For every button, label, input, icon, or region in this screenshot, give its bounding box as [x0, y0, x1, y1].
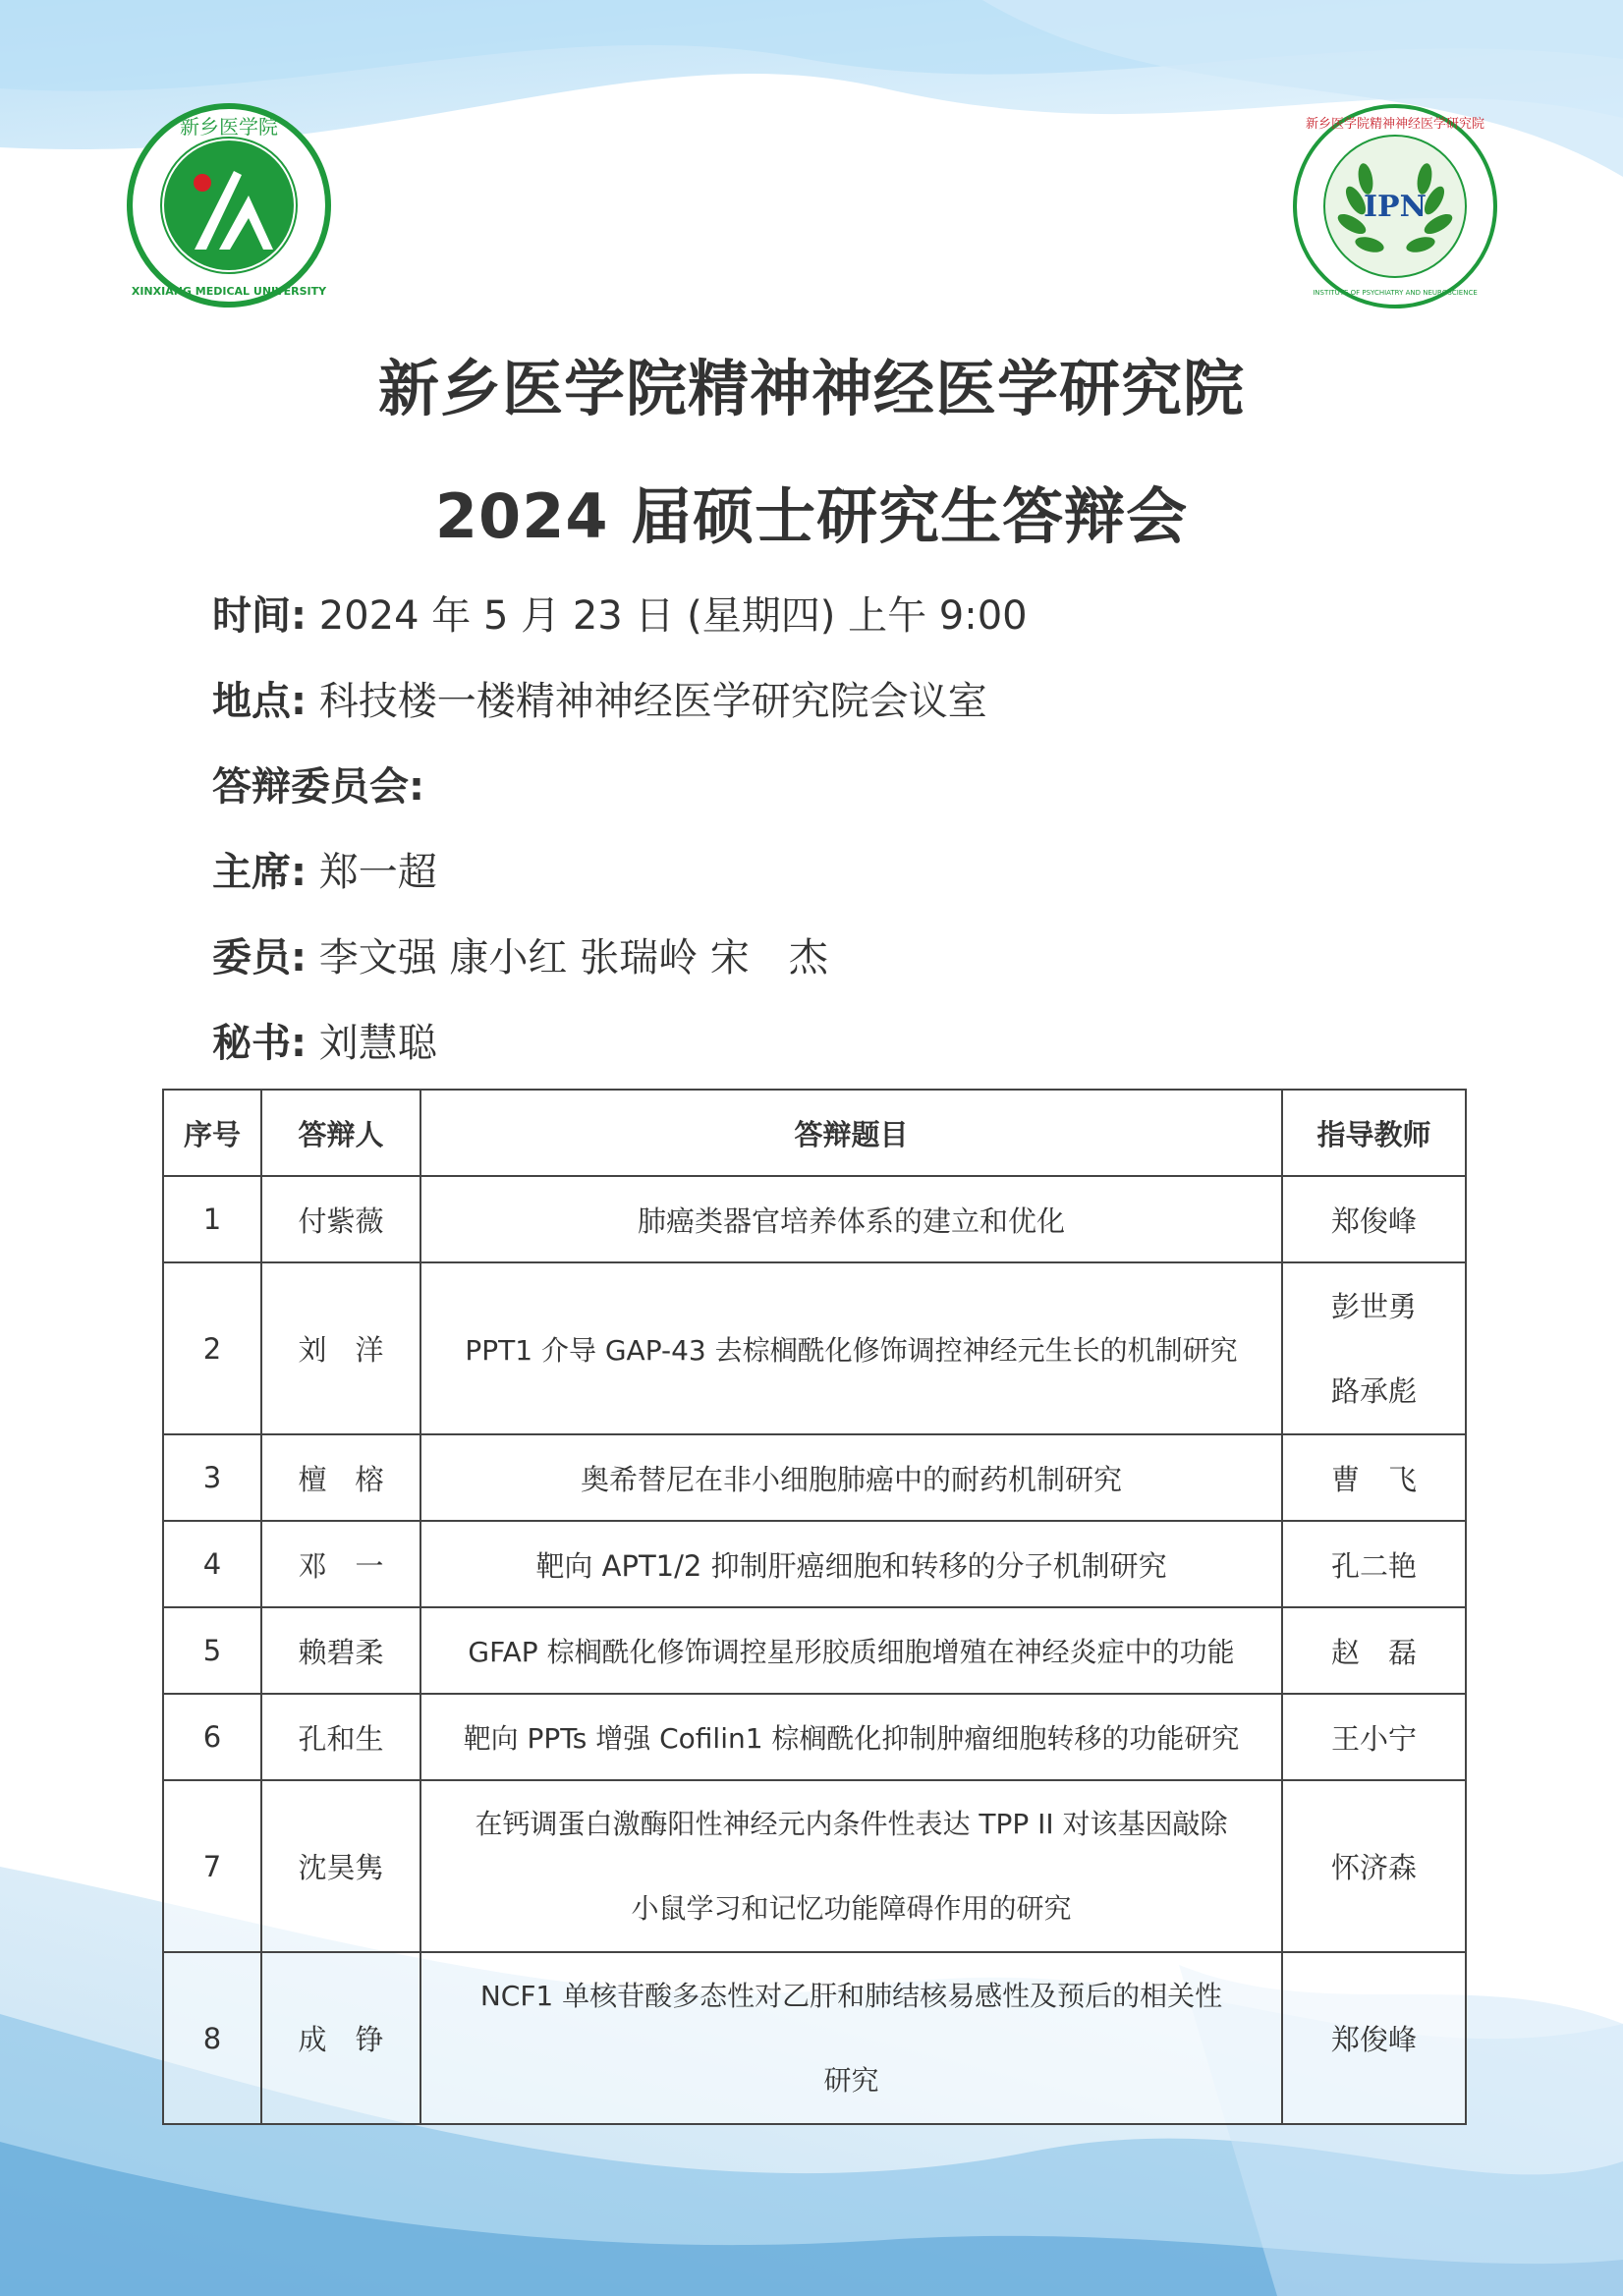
- row-defender: 沈昊隽: [261, 1780, 420, 1952]
- row-number: 6: [163, 1694, 261, 1780]
- row-topic: [420, 1952, 1282, 2124]
- table-row: [163, 1780, 1466, 1952]
- logo-right-text: 新乡医学院精神神经医学研究院: [1305, 117, 1485, 132]
- info-chair: [212, 841, 437, 897]
- chair-label: 主席:: [212, 850, 307, 895]
- row-defender: 刘 洋: [261, 1262, 420, 1434]
- place-label: 地点:: [212, 679, 307, 724]
- time-value: 2024 年 5 月 23 日 (星期四) 上午 9:00: [318, 593, 1028, 639]
- table-row: [163, 1176, 1466, 1262]
- header-topic: 答辩题目: [420, 1090, 1282, 1176]
- row-topic: 奥希替尼在非小细胞肺癌中的耐药机制研究: [420, 1434, 1282, 1521]
- row-topic: [420, 1780, 1282, 1952]
- row-defender: 赖碧柔: [261, 1607, 420, 1694]
- row-number: 8: [163, 1952, 261, 2124]
- row-topic: 靶向 PPTs 增强 Cofilin1 棕榈酰化抑制肿瘤细胞转移的功能研究: [420, 1694, 1282, 1780]
- row-advisor: 郑俊峰: [1282, 1952, 1466, 2124]
- row-topic: 肺癌类器官培养体系的建立和优化: [420, 1176, 1282, 1262]
- row-advisor: 赵 磊: [1282, 1607, 1466, 1694]
- row-advisor: 王小宁: [1282, 1694, 1466, 1780]
- info-secretary: [212, 1012, 437, 1068]
- row-topic: 靶向 APT1/2 抑制肝癌细胞和转移的分子机制研究: [420, 1521, 1282, 1607]
- table-row: [163, 1694, 1466, 1780]
- secretary-label: 秘书:: [212, 1021, 307, 1066]
- defense-schedule-table: [162, 1089, 1467, 2125]
- table-header-row: [163, 1090, 1466, 1176]
- row-number: 2: [163, 1262, 261, 1434]
- table-row: [163, 1434, 1466, 1521]
- row-advisors: [1282, 1262, 1466, 1434]
- row-topic-line1: NCF1 单核苷酸多态性对乙肝和肺结核易感性及预后的相关性: [479, 1979, 1223, 2012]
- row-number: 5: [163, 1607, 261, 1694]
- row-advisor: 曹 飞: [1282, 1434, 1466, 1521]
- row-number: 4: [163, 1521, 261, 1607]
- logo-left-subtext: XINXIANG MEDICAL UNIVERSITY: [131, 285, 327, 298]
- committee-label: 答辩委员会:: [212, 764, 424, 810]
- table-row: [163, 1952, 1466, 2124]
- members-value: 李文强 康小红 张瑞岭 宋 杰: [318, 935, 828, 980]
- table-row: [163, 1262, 1466, 1434]
- row-advisor: 彭世勇: [1330, 1289, 1417, 1323]
- row-topic-line2: 研究: [823, 2063, 879, 2097]
- row-topic: GFAP 棕榈酰化修饰调控星形胶质细胞增殖在神经炎症中的功能: [420, 1607, 1282, 1694]
- row-topic-line1: 在钙调蛋白激酶阳性神经元内条件性表达 TPP II 对该基因敲除: [475, 1807, 1228, 1840]
- ipn-institute-logo: [1291, 102, 1499, 310]
- row-defender: 成 铮: [261, 1952, 420, 2124]
- row-advisor: 怀济森: [1282, 1780, 1466, 1952]
- row-advisor: 孔二艳: [1282, 1521, 1466, 1607]
- page-title-line1: 新乡医学院精神神经医学研究院: [377, 353, 1245, 424]
- row-number: 1: [163, 1176, 261, 1262]
- logo-right-center-text: IPN: [1363, 190, 1427, 224]
- page-title-line2: 2024 届硕士研究生答辩会: [434, 480, 1189, 552]
- row-number: 7: [163, 1780, 261, 1952]
- row-number: 3: [163, 1434, 261, 1521]
- row-topic: PPT1 介导 GAP-43 去棕榈酰化修饰调控神经元生长的机制研究: [420, 1262, 1282, 1434]
- header-advisor: 指导教师: [1282, 1090, 1466, 1176]
- info-members: [212, 926, 828, 982]
- secretary-value: 刘慧聪: [318, 1021, 437, 1066]
- table-row: [163, 1521, 1466, 1607]
- row-advisor-2: 路承彪: [1330, 1373, 1417, 1408]
- info-place: [212, 670, 987, 726]
- logo-left-text: 新乡医学院: [180, 115, 278, 139]
- row-topic-line2: 小鼠学习和记忆功能障碍作用的研究: [631, 1891, 1072, 1925]
- header-defender: 答辩人: [261, 1090, 420, 1176]
- row-defender: 孔和生: [261, 1694, 420, 1780]
- table-row: [163, 1607, 1466, 1694]
- info-committee: [212, 756, 424, 812]
- members-label: 委员:: [212, 935, 307, 980]
- place-value: 科技楼一楼精神神经医学研究院会议室: [318, 679, 987, 724]
- xinxiang-medical-university-logo: [126, 102, 332, 308]
- chair-value: 郑一超: [318, 850, 437, 895]
- header-number: 序号: [163, 1090, 261, 1176]
- logo-right-subtext: INSTITUTE OF PSYCHIATRY AND NEUROSCIENCE: [1313, 289, 1478, 297]
- row-defender: 邓 一: [261, 1521, 420, 1607]
- time-label: 时间:: [212, 593, 307, 639]
- row-advisor: 郑俊峰: [1282, 1176, 1466, 1262]
- info-time: [212, 585, 1028, 641]
- row-defender: 付紫薇: [261, 1176, 420, 1262]
- row-defender: 檀 榕: [261, 1434, 420, 1521]
